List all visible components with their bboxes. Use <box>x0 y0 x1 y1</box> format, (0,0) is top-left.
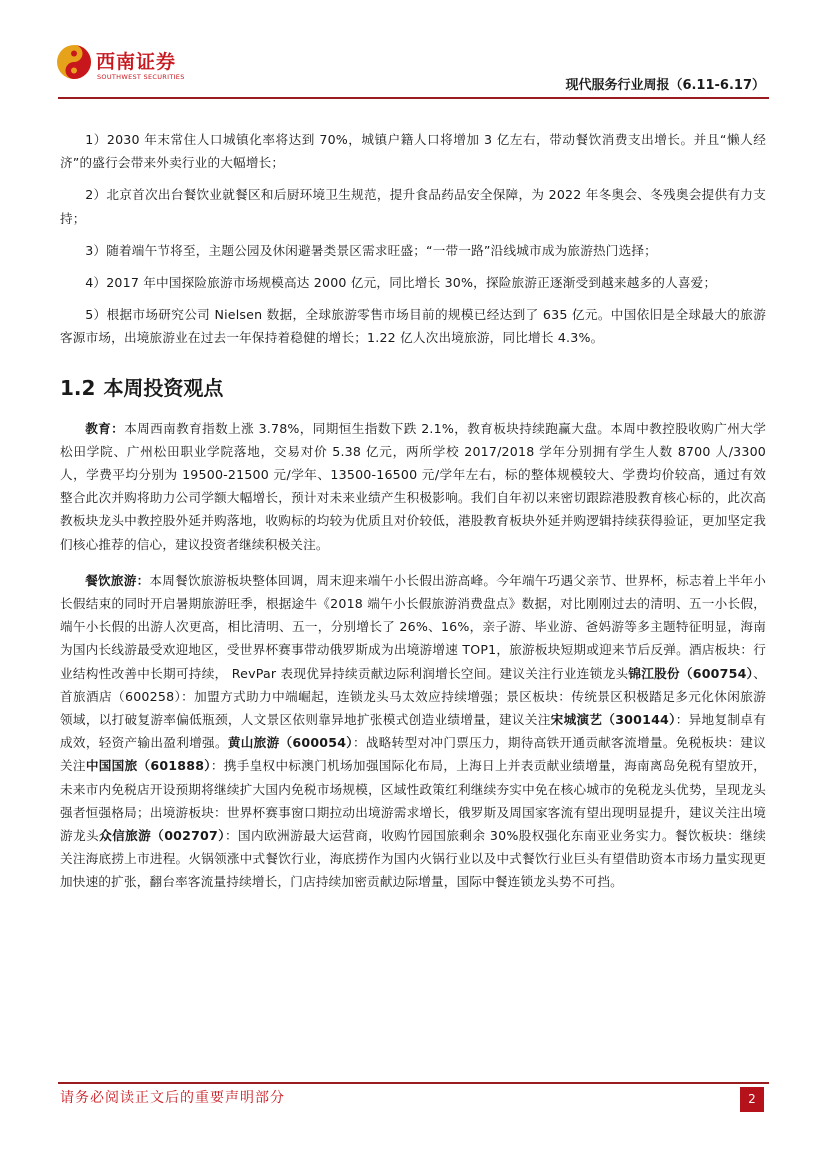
header-divider <box>58 97 769 99</box>
news-item-5: 5）根据市场研究公司 Nielsen 数据，全球旅游零售市场目前的规模已经达到了 635 亿元。中国依旧是全球最大的旅游客源市场，出境旅游业在过去一年保持着稳健的增长；1.22 亿人次出境旅游，同比增长 4.3%。 <box>60 307 766 346</box>
education-text: 本周西南教育指数上涨 3.78%，同期恒生指数下跌 2.1%，教育板块持续跑赢大盘。本周中教控股收购广州大学松田学院、广州松田职业学院落地，交易对价 5.38 亿元，两所学校 2017/2018 学年分别拥有学生人数 8700 人/3300 人，学费平均分别为 19500-21500 元/学年、13500-16500 元/学年左右，标的整体规模较大、学费均价较高，通过有效整合此次并购将助力公司学额大幅增长，预计对未来业绩产生积极影响。我们自年初以来密切跟踪港股教育核心标的，此次高教板块龙头中教控股外延并购落地，收购标的均较为优质且对价较低，港股教育板块外延并购逻辑持续获得验证，更加坚定我们核心推荐的信心，建议投资者继续积极关注。 <box>60 420 766 552</box>
footer-disclaimer: 请务必阅读正文后的重要声明部分 <box>60 1090 285 1106</box>
footer-divider <box>58 1082 769 1084</box>
section-number: 1.2 <box>60 375 96 400</box>
logo-english: SOUTHWEST SECURITIES <box>97 73 185 81</box>
education-label: 教育： <box>85 420 125 436</box>
section-heading <box>60 372 766 401</box>
catering-text-3: ：异地复制卓有成效，轻资产输出盈利增强。 <box>60 712 766 751</box>
logo <box>56 44 206 90</box>
catering-text-6: ：国内欧洲游最大运营商，收购竹园国旅剩余 30%股权强化东南亚业务实力。餐饮板块：继续关注海底捞上市进程。火锅领涨中式餐饮行业，海底捞作为国内火锅行业以及中式餐饮行业巨头有望借助资本市场力量实现更加快速的扩张，翻台率客流量持续增长，门店持续加密贡献边际增量，国际中餐连锁龙头势不可挡。 <box>60 828 766 890</box>
news-item-4: 4）2017 年中国探险旅游市场规模高达 2000 亿元，同比增长 30%，探险旅游正逐渐受到越来越多的人喜爱； <box>85 275 717 291</box>
report-title: 现代服务行业周报（6.11-6.17） <box>565 78 765 93</box>
section-title: 本周投资观点 <box>103 375 224 400</box>
news-item-1: 1）2030 年末常住人口城镇化率将达到 70%，城镇户籍人口将增加 3 亿左右，带动餐饮消费支出增长。并且“懒人经济”的盛行会带来外卖行业的大幅增长； <box>60 132 766 171</box>
news-item-3: 3）随着端午节将至，主题公园及休闲避暑类景区需求旺盛；“一带一路”沿线城市成为旅游热门选择； <box>85 242 657 258</box>
stock-jinjiang: 锦江股份（600754） <box>628 665 754 681</box>
catering-text-5: ：携手皇权中标澳门机场加强国际化布局，上海日上并表贡献业绩增量，海南离岛免税有望放开，未来市内免税店开设预期将继续扩大国内免税市场规模，区域性政策红利继续夯实中免在核心城市的免税龙头优势，呈现龙头强者恒强格局；出境游板块：世界杯赛事窗口期拉动出境游需求增长，俄罗斯及周国家客流有望出现明显提升，建议关注出境游龙头 <box>60 758 766 844</box>
catering-label: 餐饮旅游： <box>85 572 150 588</box>
catering-text-1: 本周餐饮旅游板块整体回调，周末迎来端午小长假出游高峰。今年端午巧遇父亲节、世界杯，标志着上半年小长假结束的同时开启暑期旅游旺季，根据途牛《2018 端午小长假旅游消费盘点》数据，对比刚刚过去的清明、五一小长假，端午小长假的出游人次更高，相比清明、五一，分别增长了 26%、16%，亲子游、毕业游、爸妈游等多主题特征明显，海南为国内长线游最受欢迎地区，受世界杯赛事带动俄罗斯成为出境游增速 TOP1，旅游板块短期或迎来节后反弹。酒店板块：行业结构性改善中长期可持续， RevPar 表现优异持续贡献边际利润增长空间。建议关注行业连锁龙头 <box>60 572 766 681</box>
catering-paragraph <box>60 569 766 894</box>
logo-mark-icon <box>56 44 92 80</box>
catering-text-4: ：战略转型对冲门票压力，期待高铁开通贡献客流增量。免税板块：建议关注 <box>60 735 766 774</box>
main-content <box>60 128 766 903</box>
logo-chinese: 西南证券 <box>96 51 177 73</box>
catering-text-2: 、首旅酒店（600258）：加盟方式助力中端崛起，连锁龙头马太效应持续增强；景区板块：传统景区积极踏足多元化休闲旅游领域，以打破复游率偏低瓶颈，人文景区依则靠异地扩张模式创造业绩增量，建议关注 <box>60 665 766 728</box>
page-number: 2 <box>740 1087 764 1112</box>
education-paragraph <box>60 417 766 556</box>
stock-songcheng: 宋城演艺（300144） <box>550 712 676 728</box>
stock-cits: 中国国旅（601888） <box>85 758 211 774</box>
stock-utour: 众信旅游（002707） <box>99 828 225 844</box>
page-header <box>0 0 827 100</box>
stock-huangshan: 黄山旅游（600054） <box>227 735 353 751</box>
news-item-2: 2）北京首次出台餐饮业就餐区和后厨环境卫生规范，提升食品药品安全保障，为 2022 年冬奥会、冬残奥会提供有力支持； <box>60 187 766 226</box>
